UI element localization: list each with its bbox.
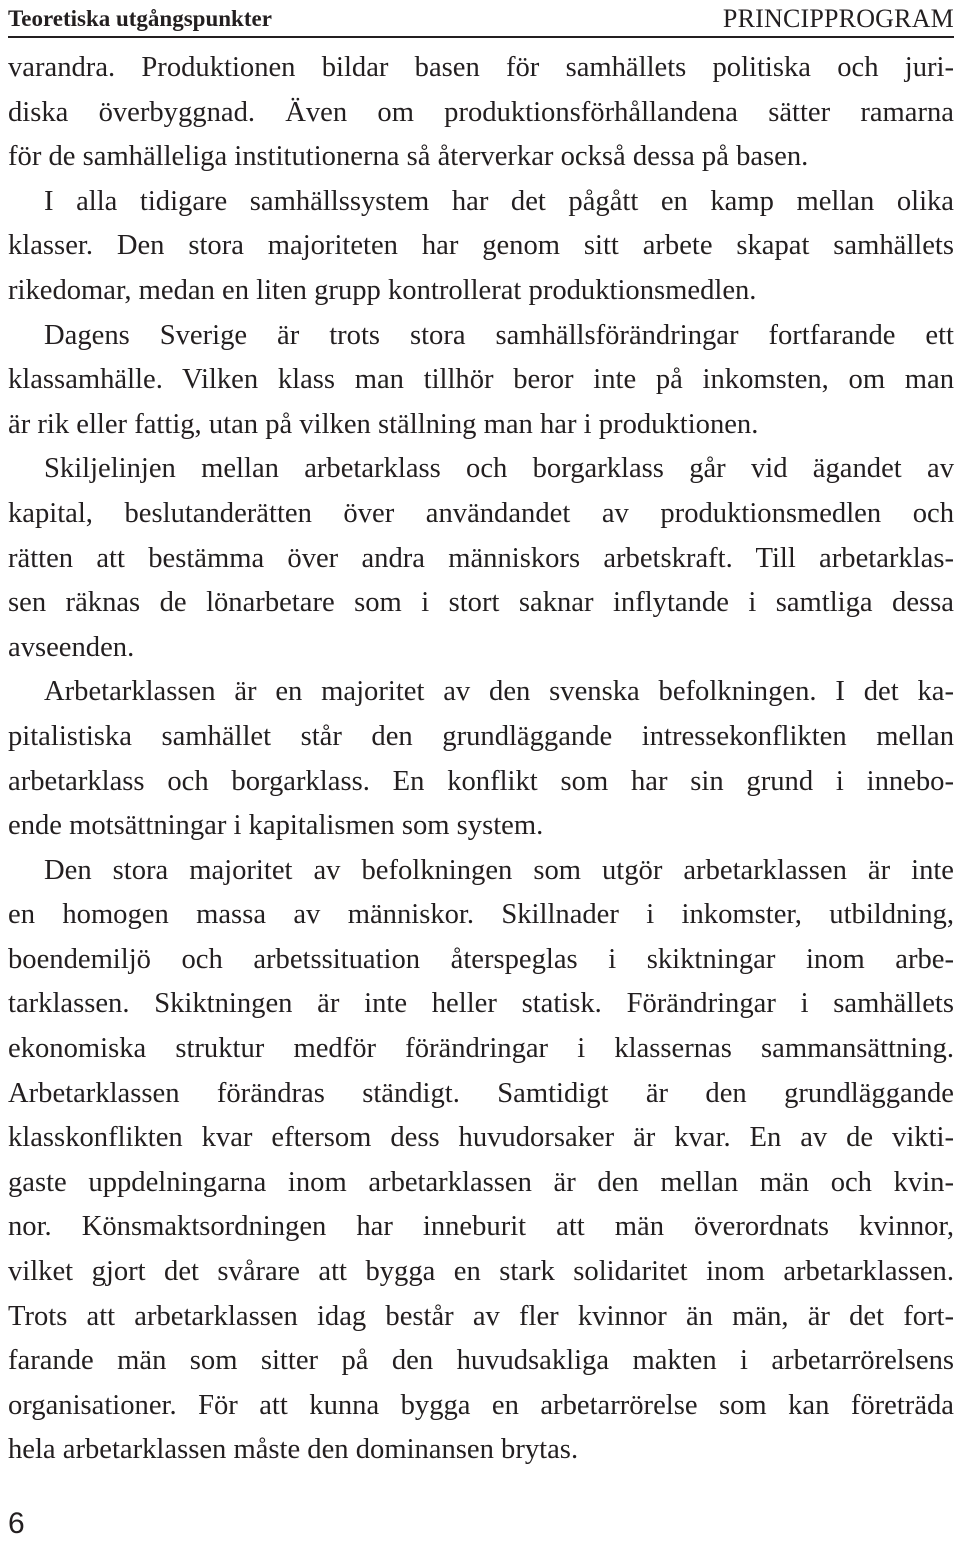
section-title: Teoretiska utgångspunkter (8, 6, 272, 31)
text-line: klasser. Den stora majoriteten har genom sitt arbete skapat samhällets (8, 230, 954, 262)
text-line: nor. Könsmaktsordningen har inneburit att män överordnats kvinnor, (8, 1211, 954, 1243)
text-line: Dagens Sverige är trots stora samhällsförändringar fortfarande ett (44, 319, 954, 351)
text-line: Arbetarklassen är en majoritet av den svenska befolkningen. I det ka- (44, 676, 954, 708)
text-line: klassamhälle. Vilken klass man tillhör beror inte på inkomsten, om man (8, 364, 954, 396)
text-line: hela arbetarklassen måste den dominansen brytas. (8, 1434, 579, 1466)
text-line: farande män som sitter på den huvudsakliga makten i arbetarrörelsens (8, 1345, 954, 1377)
text-line: Skiljelinjen mellan arbetarklass och borgarklass går vid ägandet av (44, 453, 954, 485)
text-line: sen räknas de lönarbetare som i stort saknar inflytande i samtliga dessa (8, 587, 954, 619)
running-header (8, 0, 954, 38)
text-line: pitalistiska samhället står den grundläggande intressekonflikten mellan (8, 720, 954, 752)
text-line: ende motsättningar i kapitalismen som system. (8, 810, 544, 842)
text-line: kapital, beslutanderätten över användandet av produktionsmedlen och (8, 497, 954, 529)
document-title: PRINCIPPROGRAM (722, 4, 954, 33)
text-line: arbetarklass och borgarklass. En konflikt som har sin grund i innebo- (8, 765, 954, 797)
text-line: är rik eller fattig, utan på vilken ställning man har i produktionen. (8, 408, 759, 440)
text-line: för de samhälleliga institutionerna så återverkar också dessa på basen. (8, 141, 809, 173)
text-line: avseenden. (8, 631, 135, 663)
text-line: Den stora majoritet av befolkningen som utgör arbetarklassen är inte (44, 854, 954, 886)
text-line: I alla tidigare samhällssystem har det pågått en kamp mellan olika (44, 185, 954, 217)
body-text (8, 46, 954, 1473)
text-line: klasskonflikten kvar eftersom dess huvudorsaker är kvar. En av de vikti- (8, 1122, 954, 1154)
text-line: tarklassen. Skiktningen är inte heller statisk. Förändringar i samhällets (8, 988, 954, 1020)
text-line: diska överbyggnad. Även om produktionsförhållandena sätter ramarna (8, 96, 954, 128)
text-line: organisationer. För att kunna bygga en arbetarrörelse som kan företräda (8, 1389, 954, 1421)
text-line: en homogen massa av människor. Skillnader i inkomster, utbildning, (8, 899, 954, 931)
text-line: gaste uppdelningarna inom arbetarklassen är den mellan män och kvin- (8, 1166, 954, 1198)
text-line: varandra. Produktionen bildar basen för samhällets politiska och juri- (8, 52, 954, 83)
text-line: rikedomar, medan en liten grupp kontrollerat produktionsmedlen. (8, 274, 757, 306)
page-number: 6 (8, 1507, 25, 1540)
text-line: Trots att arbetarklassen idag består av fler kvinnor än män, är det fort- (8, 1300, 954, 1332)
text-line: ekonomiska struktur medför förändringar i klassernas sammansättning. (8, 1033, 954, 1065)
text-line: boendemiljö och arbetssituation återspeglas i skiktningar inom arbe- (8, 943, 954, 975)
text-line: vilket gjort det svårare att bygga en stark solidaritet inom arbetarklassen. (8, 1256, 954, 1288)
text-line: rätten att bestämma över andra människors arbetskraft. Till arbetarklas- (8, 542, 954, 574)
text-line: Arbetarklassen förändras ständigt. Samtidigt är den grundläggande (8, 1077, 954, 1109)
